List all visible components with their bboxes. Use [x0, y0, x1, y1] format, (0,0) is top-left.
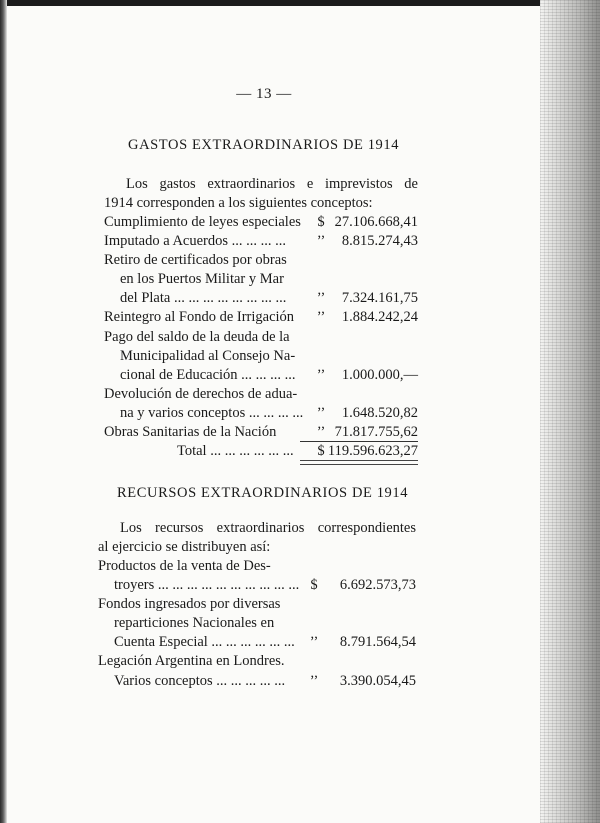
intro-line: Los recursos extraordinarios correspondientes	[120, 520, 416, 536]
row-label: Municipalidad al Consejo Na-	[120, 347, 296, 364]
table-row	[104, 232, 418, 251]
table-row	[104, 328, 418, 347]
intro-line: 1914 corresponden a los siguientes conceptos:	[104, 195, 373, 211]
table-row	[104, 308, 418, 327]
table-row	[98, 595, 416, 614]
row-amount: 1.648.520,82	[341, 404, 418, 421]
row-label: Legación Argentina en Londres.	[98, 653, 285, 670]
intro-line: Los gastos extraordinarios e imprevistos de	[126, 176, 418, 192]
currency-mark: $	[317, 214, 325, 230]
page-top-edge-shadow	[0, 0, 548, 6]
row-label: cional de Educación ... ... ... ...	[120, 366, 296, 383]
row-label: Varios conceptos ... ... ... ... ...	[114, 672, 286, 689]
currency-mark: $	[310, 577, 318, 594]
page-left-binding-edge	[0, 0, 7, 823]
page-right-edge-texture	[540, 0, 600, 823]
row-label: Reintegro al Fondo de Irrigación	[104, 309, 295, 326]
row-label: na y varios conceptos ... ... ... ...	[120, 404, 304, 421]
row-label: troyers ... ... ... ... ... ... ... ... ... ...	[114, 577, 300, 594]
section-heading-gastos: GASTOS EXTRAORDINARIOS DE 1914	[128, 137, 400, 153]
row-label: Pago del saldo de la deuda de la	[104, 328, 290, 345]
row-label: Cumplimiento de leyes especiales	[104, 214, 301, 230]
table-row	[104, 270, 418, 289]
row-amount: 27.106.668,41	[334, 214, 418, 230]
table-row	[104, 213, 418, 232]
double-underline	[300, 460, 418, 465]
table-row	[98, 633, 416, 652]
row-label: Obras Sanitarias de la Nación	[104, 424, 277, 441]
row-amount: 8.791.564,54	[339, 634, 416, 651]
row-amount: 6.692.573,73	[339, 577, 416, 594]
row-amount: 8.815.274,43	[341, 233, 418, 250]
row-label: reparticiones Nacionales en	[114, 615, 275, 632]
table-row	[104, 366, 418, 385]
ditto-mark: ’’	[309, 634, 319, 651]
section-heading-recursos: RECURSOS EXTRAORDINARIOS DE 1914	[117, 485, 409, 501]
table-row	[98, 614, 416, 633]
table-row	[104, 251, 418, 270]
gastos-table	[104, 213, 418, 461]
table-row	[98, 576, 416, 595]
ditto-mark: ’’	[316, 233, 326, 250]
table-row	[104, 423, 418, 442]
table-row	[98, 672, 416, 691]
row-amount: 1.000.000,—	[341, 366, 418, 383]
total-label: Total ... ... ... ... ... ...	[177, 443, 294, 460]
row-amount: 3.390.054,45	[339, 672, 416, 689]
intro-line: al ejercicio se distribuyen así:	[98, 539, 271, 555]
currency-mark: $	[317, 443, 325, 460]
row-label: Devolución de derechos de adua-	[104, 385, 298, 402]
row-label: Retiro de certificados por obras	[104, 252, 287, 269]
intro-paragraph-gastos	[104, 175, 418, 213]
table-row	[104, 289, 418, 308]
ditto-mark: ’’	[316, 404, 326, 421]
table-row	[104, 385, 418, 404]
row-label: en los Puertos Militar y Mar	[120, 271, 284, 288]
table-row	[104, 404, 418, 423]
ditto-mark: ’’	[316, 309, 326, 326]
intro-paragraph-recursos	[98, 519, 416, 557]
table-row	[104, 347, 418, 366]
row-label: Fondos ingresados por diversas	[98, 596, 281, 613]
row-amount: 7.324.161,75	[341, 290, 418, 307]
row-amount: 71.817.755,62	[334, 424, 418, 441]
total-row	[104, 442, 418, 461]
row-label: del Plata ... ... ... ... ... ... ... ...	[120, 290, 287, 307]
recursos-table	[98, 557, 416, 691]
ditto-mark: ’’	[316, 290, 326, 307]
ditto-mark: ’’	[316, 366, 326, 383]
table-row	[98, 652, 416, 671]
ditto-mark: ’’	[309, 672, 319, 689]
row-amount: 1.884.242,24	[341, 309, 418, 326]
total-amount: 119.596.623,27	[327, 443, 418, 460]
row-label: Productos de la venta de Des-	[98, 558, 271, 574]
table-row	[98, 557, 416, 576]
ditto-mark: ’’	[316, 424, 326, 441]
page-number: — 13 —	[236, 86, 292, 102]
row-label: Cuenta Especial ... ... ... ... ... ...	[114, 634, 295, 651]
row-label: Imputado a Acuerdos ... ... ... ...	[104, 233, 287, 250]
